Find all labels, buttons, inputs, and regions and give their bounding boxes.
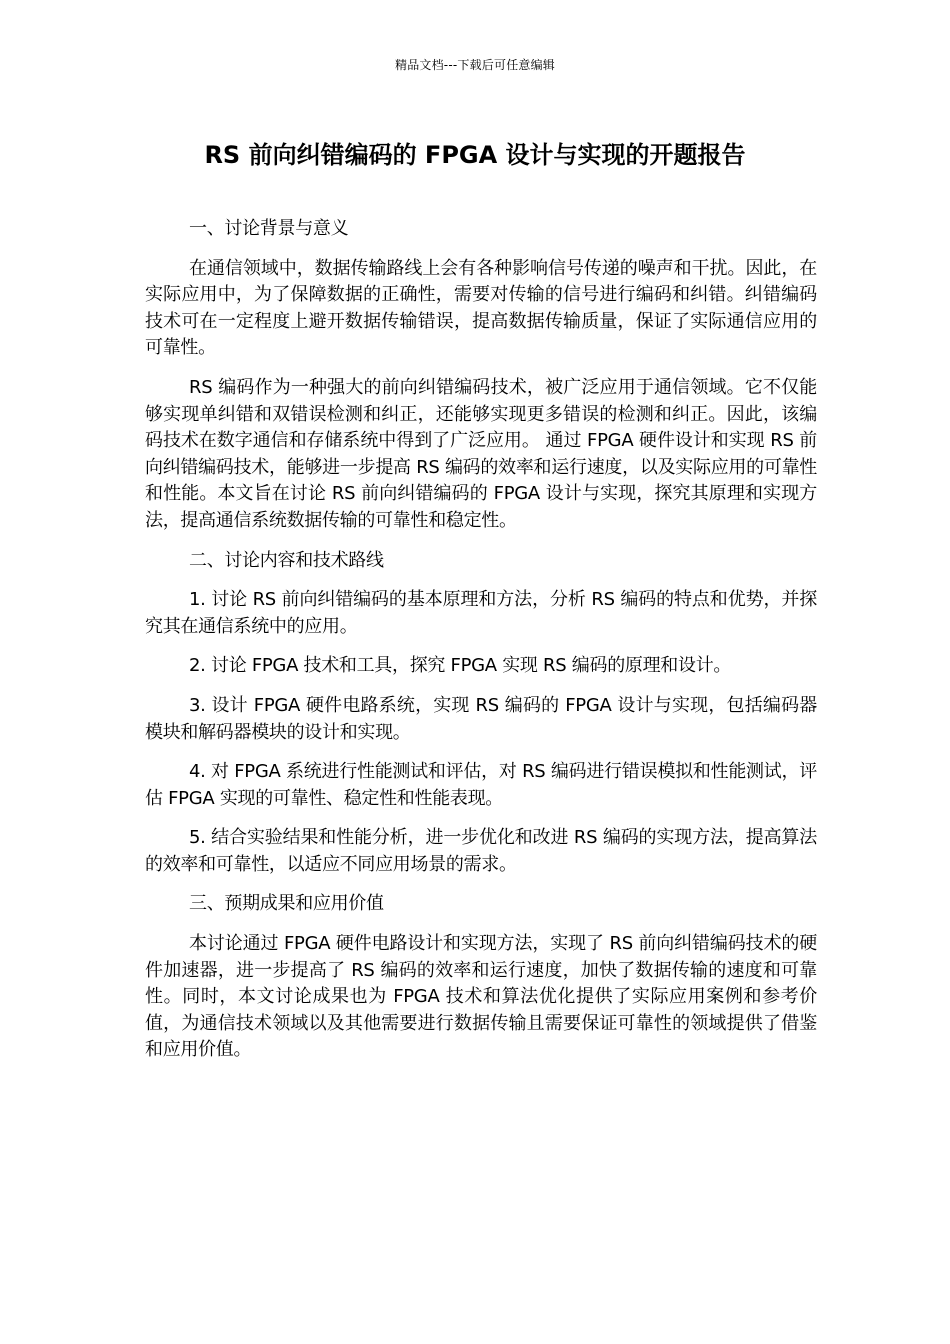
- section-background: [145, 216, 817, 535]
- header-note: 精品文档---下载后可任意编辑: [395, 58, 555, 72]
- paragraph: 本讨论通过 FPGA 硬件电路设计和实现方法，实现了 RS 前向纠错编码技术的硬件加速器，进一步提高了 RS 编码的效率和运行速度，加快了数据传输的速度和可靠性。同时，本文讨论成果也为 FPGA 技术和算法优化提供了实际应用案例和参考价值，为通信技术领域以及其他需要进行数据传输且需要保证可靠性的领域提供了借鉴和应用价值。: [145, 933, 817, 1061]
- section-expected-results: [145, 891, 817, 1064]
- list-item: 5. 结合实验结果和性能分析，进一步优化和改进 RS 编码的实现方法，提高算法的效率和可靠性，以适应不同应用场景的需求。: [145, 827, 817, 875]
- section-heading: 三、预期成果和应用价值: [189, 893, 384, 915]
- paragraph: 在通信领域中，数据传输路线上会有各种影响信号传递的噪声和干扰。因此，在实际应用中，为了保障数据的正确性，需要对传输的信号进行编码和纠错。纠错编码技术可在一定程度上避开数据传输错误，提高数据传输质量，保证了实际通信应用的可靠性。: [145, 257, 817, 359]
- section-heading: 二、讨论内容和技术路线: [189, 549, 384, 571]
- list-item: 2. 讨论 FPGA 技术和工具，探究 FPGA 实现 RS 编码的原理和设计。: [189, 655, 732, 677]
- list-item: 1. 讨论 RS 前向纠错编码的基本原理和方法，分析 RS 编码的特点和优势，并探究其在通信系统中的应用。: [145, 589, 817, 637]
- list-item: 4. 对 FPGA 系统进行性能测试和评估，对 RS 编码进行错误模拟和性能测试，评估 FPGA 实现的可靠性、稳定性和性能表现。: [145, 761, 817, 809]
- list-item: 3. 设计 FPGA 硬件电路系统，实现 RS 编码的 FPGA 设计与实现，包括编码器模块和解码器模块的设计和实现。: [145, 694, 817, 743]
- document-title: RS 前向纠错编码的 FPGA 设计与实现的开题报告: [204, 141, 746, 169]
- document-body: [145, 216, 817, 1077]
- section-content-route: [145, 548, 817, 879]
- paragraph: RS 编码作为一种强大的前向纠错编码技术，被广泛应用于通信领域。它不仅能够实现单纠错和双错误检测和纠正，还能够实现更多错误的检测和纠正。因此，该编码技术在数字通信和存储系统中得到了广泛应用。 通过 FPGA 硬件设计和实现 RS 前向纠错编码技术，能够进一步提高 RS 编码的效率和运行速度，以及实际应用的可靠性和性能。本文旨在讨论 RS 前向纠错编码的 FPGA 设计与实现，探究其原理和实现方法，提高通信系统数据传输的可靠性和稳定性。: [145, 376, 817, 531]
- section-heading: 一、讨论背景与意义: [189, 218, 349, 239]
